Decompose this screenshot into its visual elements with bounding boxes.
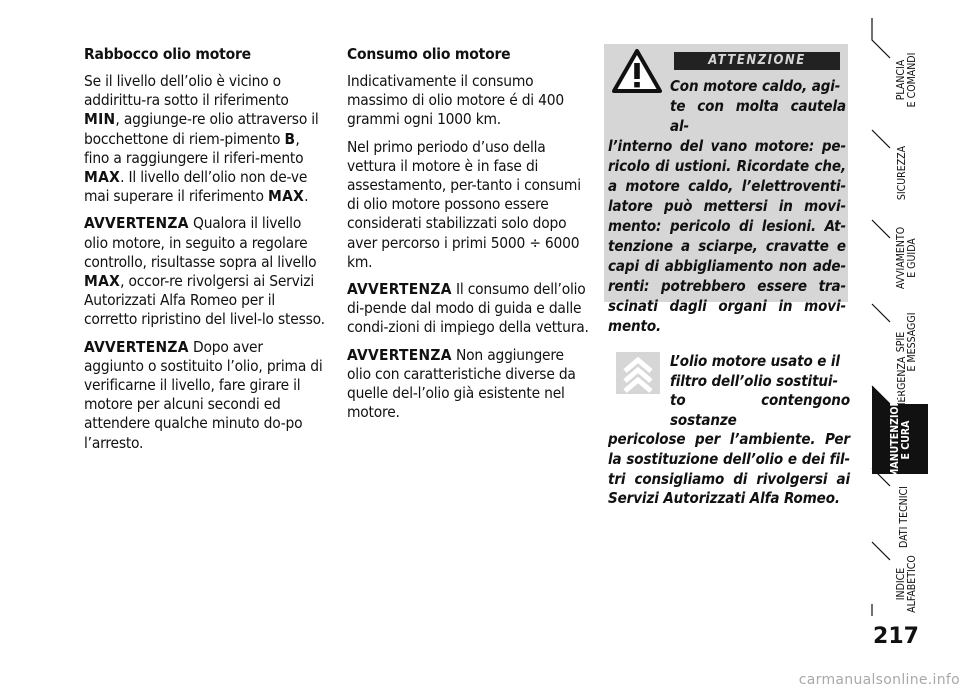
text-fragment: . — [304, 187, 309, 206]
tab-indice[interactable] — [896, 552, 920, 616]
section-heading-consumo: Consumo olio motore — [347, 45, 511, 63]
text-fragment: Qualora il livello olio motore, in seguito a regolare controllo, risultasse sopra al livello — [84, 214, 317, 271]
avvertenza-label: AVVERTENZA — [347, 345, 452, 364]
paragraph-avvertenza-arresto — [84, 338, 326, 453]
tab-label-line: E COMANDI — [906, 52, 918, 108]
paragraph-avvertenza-olio — [347, 346, 589, 423]
tab-dati-tecnici[interactable] — [899, 481, 913, 553]
environment-line: to contengono sostanze — [670, 391, 850, 429]
text-fragment: Non aggiungere olio con caratteristiche diverse da quelle del-l’olio già esistente nel motore. — [347, 345, 576, 422]
environment-text — [608, 352, 850, 509]
environment-line: filtro dell’olio sostitui- — [670, 371, 838, 390]
warning-text — [608, 76, 846, 336]
text-fragment: , aggiunge-re olio attraverso il bocchettone di riem-pimento — [84, 110, 319, 148]
paragraph-consumo: Indicativamente il consumo massimo di olio motore é di 400 grammi ogni 1000 km. — [347, 72, 564, 129]
warning-header: ATTENZIONE — [674, 52, 840, 70]
environment-line: L’olio motore usato e il — [670, 352, 840, 370]
tab-label-line: PLANCIA — [895, 59, 907, 101]
text-fragment: , fino a raggiungere il riferi-mento — [84, 129, 304, 167]
environment-box — [604, 340, 850, 508]
text-fragment: Se il livello dell’olio è vicino o addirittu-ra sotto il riferimento — [84, 72, 289, 110]
left-column — [84, 44, 326, 461]
text-fragment: . Il livello dell’olio non de-ve mai superare il riferimento — [84, 168, 308, 206]
max-label: MAX — [84, 168, 121, 187]
max-label: MAX — [268, 187, 305, 206]
tab-label-line: DATI TECNICI — [898, 486, 910, 548]
paragraph-avvertenza-guida — [347, 280, 589, 338]
tab-sicurezza[interactable] — [897, 141, 911, 205]
tab-label-line: ALFABETICO — [906, 555, 918, 613]
tab-avviamento[interactable] — [896, 226, 920, 290]
section-heading-rabbocco: Rabbocco olio motore — [84, 45, 251, 63]
watermark: carmanualsonline.info — [798, 672, 960, 688]
warning-box — [604, 44, 848, 335]
text-fragment: Il consumo dell’olio di-pende dal modo di guida e dalle condi-zioni di impiego della vettura. — [347, 280, 589, 337]
tab-label-line: INDICE — [895, 567, 907, 601]
warning-line: Con motore caldo, agi- — [670, 77, 841, 95]
max-label: MAX — [84, 272, 121, 291]
tab-label-line: IN EMERGENZA — [896, 356, 908, 430]
tab-label-line: E CURA — [900, 420, 912, 460]
warning-line: te con molta cautela al- — [670, 97, 846, 135]
tab-label-line: MANUTENZIONE — [889, 392, 901, 478]
page-number: 217 — [873, 624, 919, 649]
tab-plancia[interactable] — [896, 48, 920, 112]
warning-line: l’interno del vano motore: pe-ricolo di ustioni. Ricordate che, a motore caldo, l’elettroventi-latore può mettersi in movi-mento: pericolo di lesioni. At-tenzione a sciarpe, cravatte e capi di abbigliamento non ade-renti: potrebbero essere tra-scinati dagli organi in movi-mento. — [608, 137, 846, 335]
chapter-tabs — [868, 0, 960, 692]
tab-label-line: SICUREZZA — [896, 145, 908, 201]
tab-label-line: E GUIDA — [906, 238, 918, 278]
avvertenza-label: AVVERTENZA — [347, 280, 452, 299]
text-fragment: , occor-re rivolgersi ai Servizi Autorizzati Alfa Romeo per il corretto ripristino del livel-lo stesso. — [84, 272, 325, 329]
text-fragment: Dopo aver aggiunto o sostituito l’olio, prima di verificarne il livello, fare girare il motore per alcuni secondi ed attendere qualche minuto do-po l’arresto. — [84, 337, 323, 452]
tab-label-line: AVVIAMENTO — [895, 226, 907, 290]
min-label: MIN — [84, 110, 116, 129]
avvertenza-label: AVVERTENZA — [84, 337, 189, 356]
tab-label-line: SPIE — [895, 331, 907, 353]
tab-label-line: E MESSAGGI — [906, 312, 918, 372]
avvertenza-label: AVVERTENZA — [84, 214, 189, 233]
middle-column — [347, 44, 589, 430]
paragraph-rabbocco — [84, 72, 326, 206]
paragraph-assestamento: Nel primo periodo d’uso della vettura il motore è in fase di assestamento, per-tanto i consumi di olio motore possono essere considerati stabilizzati solo dopo aver percorso i primi 5000 ÷ 6000 km. — [347, 137, 581, 271]
environment-line: pericolose per l’ambiente. Per la sostituzione dell’olio e dei fil-tri consigliamo di rivolgersi ai Servizi Autorizzati Alfa Romeo. — [608, 430, 850, 508]
b-label: B — [284, 129, 296, 148]
paragraph-avvertenza-livello — [84, 214, 326, 329]
